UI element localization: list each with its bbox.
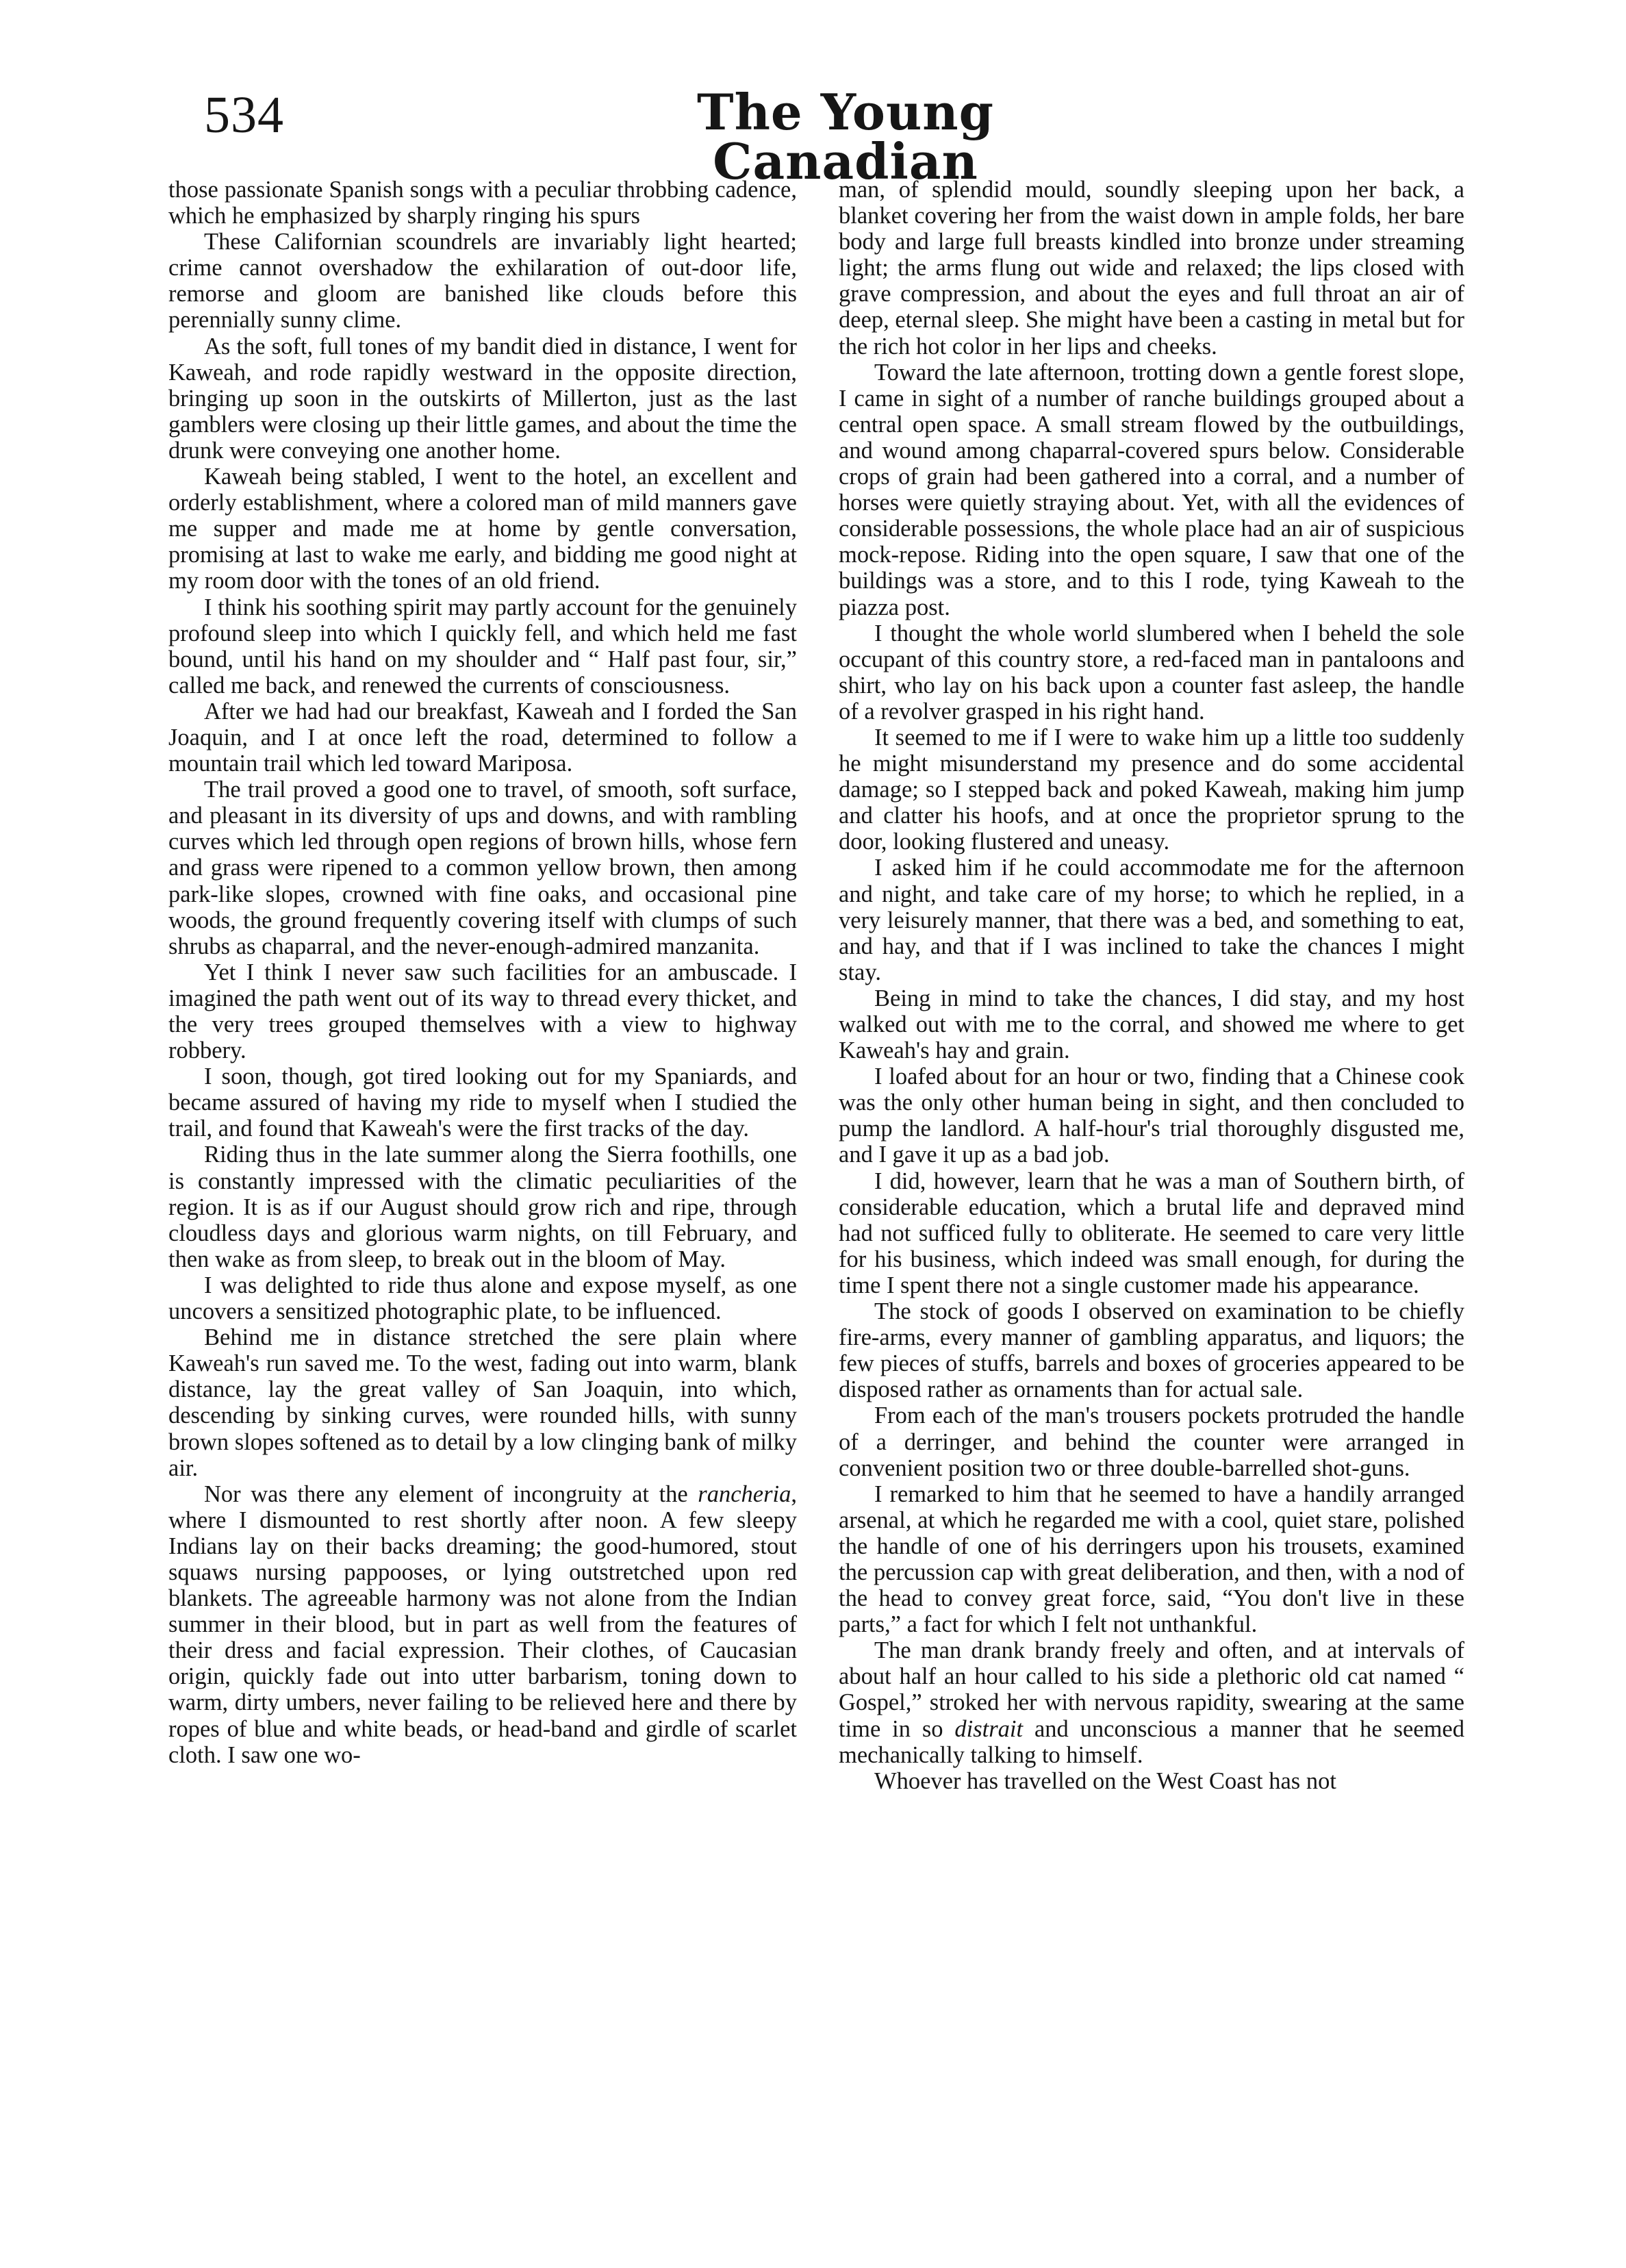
paragraph: After we had had our breakfast, Kaweah and I forded the San Joaquin, and I at once left the road, determined to follow a mountain trail which led toward Mariposa. [168, 698, 797, 777]
paragraph: It seemed to me if I were to wake him up a little too suddenly he might misunderstand my presence and do some accidental damage; so I stepped back and poked Kaweah, making him jump and clatter his hoofs, and at once the proprietor sprung to the door, looking flustered and uneasy. [839, 724, 1464, 855]
page-number: 534 [204, 86, 284, 144]
paragraph: I asked him if he could accommodate me for the afternoon and night, and take care of my horse; to which he replied, in a very leisurely manner, that there was a bed, and something to eat, and hay, and that if I was inclined to take the chances I might stay. [839, 855, 1464, 985]
text-run: Nor was there any element of incongruity at the [204, 1480, 698, 1507]
paragraph: Riding thus in the late summer along the Sierra foothills, one is constantly impressed with the climatic peculiarities of the region. It is as if our August should grow rich and ripe, through cloudless days and glorious warm nights, on till February, and then wake as from sleep, to break out in the bloom of May. [168, 1142, 797, 1272]
paragraph: I think his soothing spirit may partly account for the genuinely profound sleep into which I quickly fell, and which held me fast bound, until his hand on my shoulder and “ Half past four, sir,” called me back, and renewed the currents of consciousness. [168, 594, 797, 698]
text-run: , where I dismounted to rest shortly after noon. A few sleepy Indians lay on their backs dreaming; the good-humored, stout squaws nursing pappooses, or lying outstretched upon red blankets. The agreeable harmony was not alone from the Indian summer in their blood, but in part as well from the features of their dress and facial expression. Their clothes, of Caucasian origin, quickly fade out into utter barbarism, toning down to warm, dirty umbers, never failing to be relieved here and there by ropes of blue and white beads, or head-band and girdle of scarlet cloth. I saw one wo- [168, 1480, 797, 1768]
paragraph: I loafed about for an hour or two, finding that a Chinese cook was the only other human being in sight, and then concluded to pump the landlord. A half-hour's trial thoroughly disgusted me, and I gave it up as a bad job. [839, 1063, 1464, 1168]
paragraph-continuation: man, of splendid mould, soundly sleeping upon her back, a blanket covering her from the waist down in ample folds, her bare body and large full breasts kindled into bronze under streaming light; the arms flung out wide and relaxed; the lips closed with grave compression, and about the eyes and full throat an air of deep, eternal sleep. She might have been a casting in metal but for the rich hot color in her lips and cheeks. [839, 177, 1464, 360]
paragraph: As the soft, full tones of my bandit died in distance, I went for Kaweah, and rode rapidly westward in the opposite direction, bringing up soon in the outskirts of Millerton, just as the last gamblers were closing up their little games, and about the time the drunk were conveying one another home. [168, 333, 797, 464]
paragraph: I did, however, learn that he was a man of Southern birth, of considerable education, which a brutal life and depraved mind had not sufficed fully to obliterate. He seemed to care very little for his business, which indeed was small enough, for during the time I spent there not a single customer made his appearance. [839, 1168, 1464, 1298]
paragraph: those passionate Spanish songs with a peculiar throbbing cadence, which he emphasized by sharply ringing his spurs [168, 177, 797, 229]
paragraph: Yet I think I never saw such facilities for an ambuscade. I imagined the path went out of its way to thread every thicket, and the very trees grouped themselves with a view to highway robbery. [168, 959, 797, 1064]
paragraph-final: Whoever has travelled on the West Coast has not [874, 1767, 1336, 1794]
paragraph-gospel [839, 1637, 1464, 1767]
paragraph: I thought the whole world slumbered when I beheld the sole occupant of this country store, a red-faced man in pantaloons and shirt, who lay on his back upon a counter fast asleep, the handle of a revolver grasped in his right hand. [839, 620, 1464, 724]
masthead-title: The Young Canadian [696, 83, 994, 190]
right-column [839, 177, 1464, 1794]
paragraph: These Californian scoundrels are invariably light hearted; crime cannot overshadow the exhilaration of out-door life, remorse and gloom are banished like clouds before this perennially sunny clime. [168, 229, 797, 333]
paragraph: I soon, though, got tired looking out for my Spaniards, and became assured of having my ride to myself when I studied the trail, and found that Kaweah's were the first tracks of the day. [168, 1063, 797, 1142]
text-run: and unconscious a manner that he seemed mechanically talking to himself. [839, 1715, 1464, 1768]
paragraph: I was delighted to ride thus alone and expose myself, as one uncovers a sensitized photographic plate, to be influenced. [168, 1272, 797, 1325]
paragraph: From each of the man's trousers pockets protruded the handle of a derringer, and behind the counter were arranged in convenient position two or three double-barrelled shot-guns. [839, 1402, 1464, 1481]
paragraph: I remarked to him that he seemed to have a handily arranged arsenal, at which he regarded me with a cool, quiet stare, polished the handle of one of his derringers upon his trousets, examined the percussion cap with great deliberation, and then, with a nod of the head to convey great force, said, “You don't live in these parts,” a fact for which I felt not unthankful. [839, 1480, 1464, 1638]
paragraph: The stock of goods I observed on examination to be chiefly fire-arms, every manner of gambling apparatus, and liquors; the few pieces of stuffs, barrels and boxes of groceries appeared to be disposed rather as ornaments than for actual sale. [839, 1298, 1464, 1403]
paragraph: Being in mind to take the chances, I did stay, and my host walked out with me to the corral, and showed me where to get Kaweah's hay and grain. [839, 985, 1464, 1064]
text-run: The man drank brandy freely and often, and at intervals of about half an hour called to his side a plethoric old cat named “ Gospel,” stroked her with nervous rapidity, swearing at the same time in so [839, 1637, 1464, 1742]
paragraph-rancheria [168, 1481, 797, 1768]
paragraph: Toward the late afternoon, trotting down a gentle forest slope, I came in sight of a number of ranche buildings grouped about a central open space. A small stream flowed by the outbuildings, and wound among chaparral-covered spurs below. Considerable crops of grain had been gathered into a corral, and a number of horses were quietly straying about. Yet, with all the evidences of considerable possessions, the whole place had an air of suspicious mock-repose. Riding into the open square, I saw that one of the buildings was a store, and to this I rode, tying Kaweah to the piazza post. [839, 359, 1464, 620]
paragraph: Behind me in distance stretched the sere plain where Kaweah's run saved me. To the west, fading out into warm, blank distance, lay the great valley of San Joaquin, into which, descending by sinking curves, were rounded hills, with sunny brown slopes softened as to detail by a low clinging bank of milky air. [168, 1324, 797, 1481]
paragraph: Kaweah being stabled, I went to the hotel, an excellent and orderly establishment, where a colored man of mild manners gave me supper and made me at home by gentle conversation, promising at last to wake me early, and bidding me good night at my room door with the tones of an old friend. [168, 464, 797, 594]
paragraph: The trail proved a good one to travel, of smooth, soft surface, and pleasant in its diversity of ups and downs, and with rambling curves which led through open regions of brown hills, whose fern and grass were ripened to a common yellow brown, then among park-like slopes, crowned with fine oaks, and occasional pine woods, the ground frequently covering itself with clumps of such shrubs as chaparral, and the never-enough-admired manzanita. [168, 777, 797, 959]
left-column [168, 177, 797, 1768]
italic-word: distrait [954, 1715, 1024, 1742]
italic-word: rancheria [698, 1480, 791, 1507]
